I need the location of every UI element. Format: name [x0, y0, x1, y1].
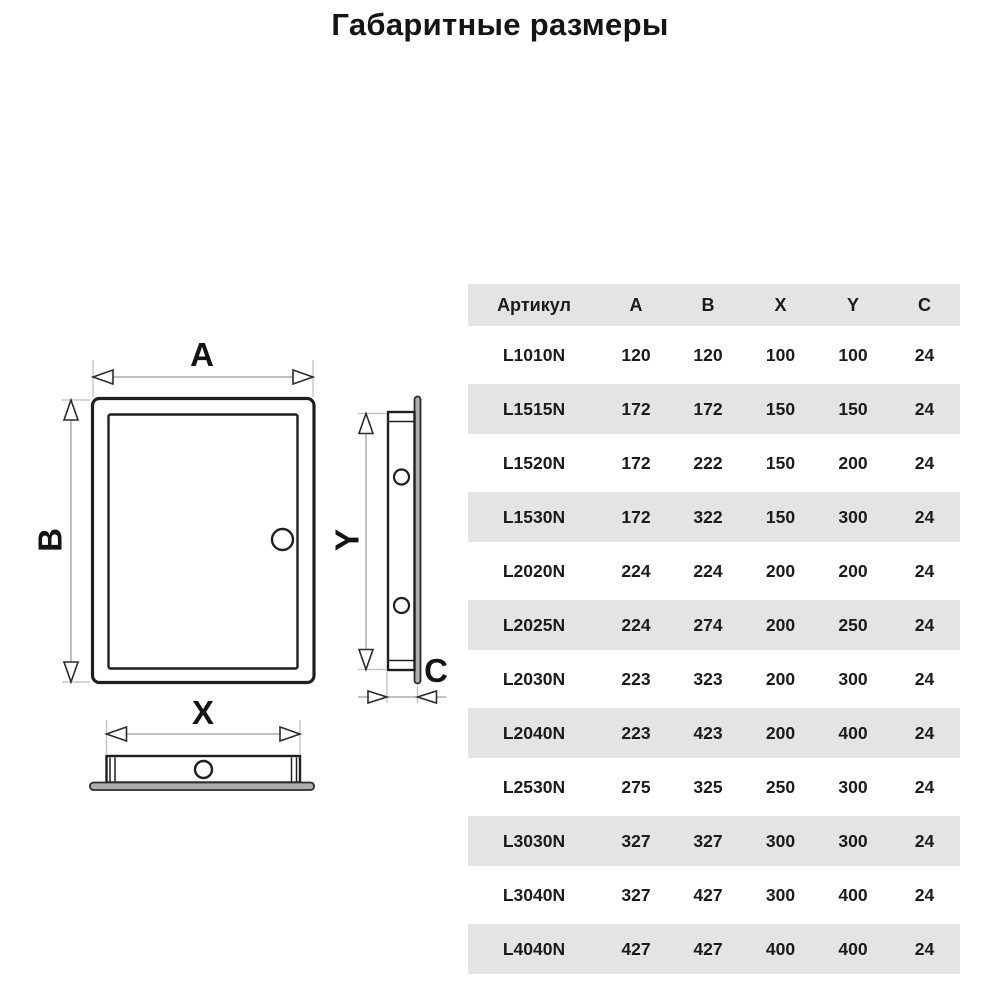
table-row [468, 328, 960, 382]
arrowhead-right [280, 727, 300, 741]
cell-c: 24 [889, 814, 960, 868]
dim-label-c: C [424, 652, 448, 689]
table-row [468, 436, 960, 490]
arrowhead-left [93, 370, 113, 384]
cell-y: 100 [817, 328, 889, 382]
column-header-y: Y [817, 282, 889, 328]
cell-b: 327 [672, 814, 744, 868]
cell-c: 24 [889, 544, 960, 598]
cell-article: L2025N [468, 598, 600, 652]
column-header-c: C [889, 282, 960, 328]
cell-c: 24 [889, 652, 960, 706]
cell-c: 24 [889, 706, 960, 760]
cell-b: 323 [672, 652, 744, 706]
side-view-hole-bottom [394, 598, 409, 613]
cell-y: 250 [817, 598, 889, 652]
cell-b: 427 [672, 922, 744, 976]
dimension-y [329, 414, 386, 670]
cell-y: 300 [817, 814, 889, 868]
cell-y: 400 [817, 868, 889, 922]
cell-b: 224 [672, 544, 744, 598]
dimension-a [93, 336, 313, 397]
cell-y: 400 [817, 706, 889, 760]
side-view-hole-top [394, 470, 409, 485]
cell-article: L1530N [468, 490, 600, 544]
front-view [93, 399, 315, 683]
cell-a: 172 [600, 490, 672, 544]
table-row [468, 544, 960, 598]
cell-a: 172 [600, 382, 672, 436]
table-row [468, 922, 960, 976]
dimensions-table [468, 282, 960, 976]
cell-y: 300 [817, 652, 889, 706]
cell-x: 250 [744, 760, 817, 814]
table-row [468, 760, 960, 814]
cell-article: L2030N [468, 652, 600, 706]
cell-article: L4040N [468, 922, 600, 976]
cell-y: 200 [817, 544, 889, 598]
cell-b: 322 [672, 490, 744, 544]
table-header-row [468, 282, 960, 328]
cell-a: 172 [600, 436, 672, 490]
front-view-door [109, 415, 298, 669]
cell-a: 275 [600, 760, 672, 814]
cell-x: 100 [744, 328, 817, 382]
cell-y: 300 [817, 490, 889, 544]
cell-c: 24 [889, 328, 960, 382]
arrowhead-up [64, 400, 78, 420]
side-view [388, 397, 421, 684]
cell-x: 300 [744, 814, 817, 868]
cell-a: 120 [600, 328, 672, 382]
arrowhead-left [418, 691, 437, 703]
cell-b: 172 [672, 382, 744, 436]
cell-a: 427 [600, 922, 672, 976]
cell-article: L2040N [468, 706, 600, 760]
cell-b: 427 [672, 868, 744, 922]
arrowhead-down [64, 662, 78, 682]
dim-label-b: B [31, 528, 69, 552]
table-row [468, 382, 960, 436]
cell-c: 24 [889, 868, 960, 922]
cell-x: 200 [744, 598, 817, 652]
column-header-a: A [600, 282, 672, 328]
table-row [468, 598, 960, 652]
cell-x: 300 [744, 868, 817, 922]
cell-c: 24 [889, 436, 960, 490]
cell-article: L1515N [468, 382, 600, 436]
page-title: Габаритные размеры [331, 7, 669, 42]
cell-a: 327 [600, 814, 672, 868]
cell-a: 223 [600, 652, 672, 706]
cell-y: 400 [817, 922, 889, 976]
cell-article: L2020N [468, 544, 600, 598]
dim-label-x: X [191, 694, 215, 731]
table-row [468, 706, 960, 760]
cell-c: 24 [889, 598, 960, 652]
cell-article: L1520N [468, 436, 600, 490]
cell-b: 423 [672, 706, 744, 760]
arrowhead-up [359, 414, 373, 434]
cell-x: 400 [744, 922, 817, 976]
cell-x: 150 [744, 490, 817, 544]
cell-x: 150 [744, 382, 817, 436]
cell-b: 222 [672, 436, 744, 490]
front-view-handle [272, 529, 293, 550]
cell-a: 327 [600, 868, 672, 922]
cell-y: 300 [817, 760, 889, 814]
dimension-b [32, 400, 90, 682]
bottom-view-hole [195, 761, 212, 778]
cell-y: 150 [817, 382, 889, 436]
cell-y: 200 [817, 436, 889, 490]
dimension-x [107, 694, 301, 754]
arrowhead-left [107, 727, 127, 741]
cell-x: 200 [744, 652, 817, 706]
column-header-x: X [744, 282, 817, 328]
side-view-body [388, 412, 415, 670]
cell-b: 325 [672, 760, 744, 814]
cell-a: 224 [600, 544, 672, 598]
arrowhead-down [359, 650, 373, 670]
cell-article: L2530N [468, 760, 600, 814]
table-row [468, 868, 960, 922]
cell-article: L3030N [468, 814, 600, 868]
column-header-article: Артикул [468, 282, 600, 328]
cell-c: 24 [889, 922, 960, 976]
cell-x: 150 [744, 436, 817, 490]
cell-b: 274 [672, 598, 744, 652]
cell-c: 24 [889, 382, 960, 436]
table-row [468, 652, 960, 706]
cell-article: L1010N [468, 328, 600, 382]
arrowhead-right [368, 691, 387, 703]
bottom-view-faceplate [90, 783, 314, 791]
cell-b: 120 [672, 328, 744, 382]
cell-x: 200 [744, 706, 817, 760]
cell-article: L3040N [468, 868, 600, 922]
cell-a: 223 [600, 706, 672, 760]
cell-x: 200 [744, 544, 817, 598]
cell-a: 224 [600, 598, 672, 652]
dim-label-a: A [190, 336, 214, 373]
table-row [468, 814, 960, 868]
cell-c: 24 [889, 490, 960, 544]
table-row [468, 490, 960, 544]
arrowhead-right [293, 370, 313, 384]
cell-c: 24 [889, 760, 960, 814]
bottom-view [90, 756, 314, 790]
dim-label-y: Y [328, 528, 366, 552]
column-header-b: B [672, 282, 744, 328]
